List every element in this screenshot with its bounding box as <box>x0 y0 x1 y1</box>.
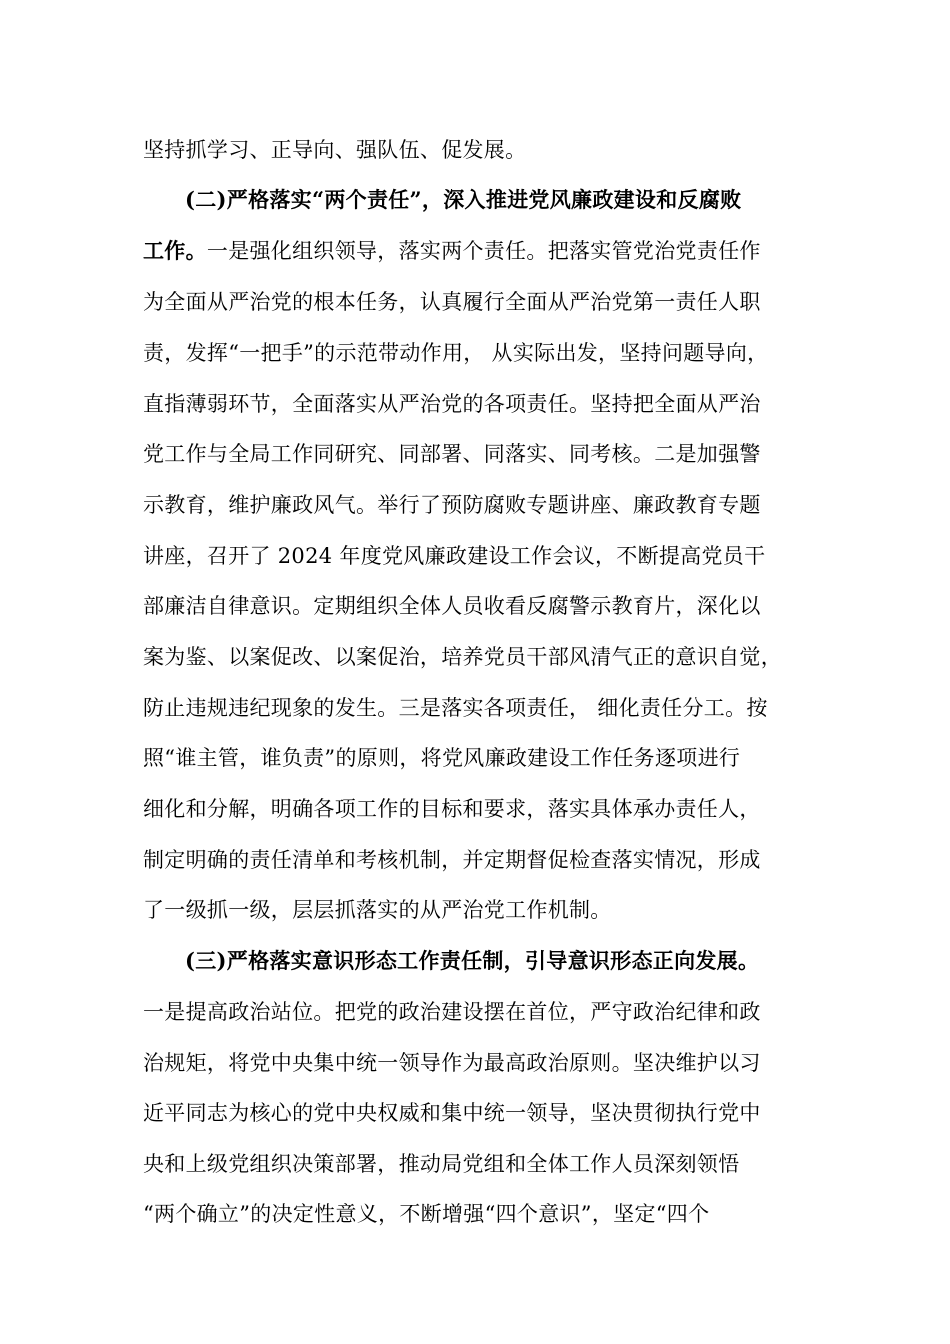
text-segment: 讲座，召开了 2024 年度党风廉政建设工作会议，不断提高党员干 <box>143 544 766 568</box>
text-segment: 示教育，维护廉政风气。举行了预防腐败专题讲座、廉政教育专题 <box>143 493 761 517</box>
text-line <box>143 998 823 1026</box>
text-segment: 了一级抓一级，层层抓落实的从严治党工作机制。 <box>143 898 612 922</box>
text-line <box>143 846 823 874</box>
text-segment: “两个确立”的决定性意义，不断增强“四个意识”，坚定“四个 <box>143 1202 710 1226</box>
text-segment: 一是强化组织领导，落实两个责任。把落实管党治党责任作 <box>206 239 761 263</box>
text-line <box>143 795 823 823</box>
text-segment: 责，发挥“一把手”的示范带动作用， 从实际出发，坚持问题导向， <box>143 341 769 365</box>
text-line <box>143 694 823 722</box>
text-line <box>143 288 823 316</box>
text-segment: 为全面从严治党的根本任务，认真履行全面从严治党第一责任人职 <box>143 290 761 314</box>
text-segment: 坚持抓学习、正导向、强队伍、促发展。 <box>143 138 527 162</box>
text-line <box>143 390 823 418</box>
text-segment: 直指薄弱环节，全面落实从严治党的各项责任。坚持把全面从严治 <box>143 392 761 416</box>
text-segment: 照“谁主管，谁负责”的原则，将党风廉政建设工作任务逐项进行 <box>143 746 741 770</box>
section-heading-3 <box>185 947 825 975</box>
text-segment: 案为鉴、以案促改、以案促治，培养党员干部风清气正的意识自觉， <box>143 645 782 669</box>
heading-text-continued: 工作。 <box>143 238 207 263</box>
text-line <box>143 440 823 468</box>
text-segment: 近平同志为核心的党中央权威和集中统一领导，坚决贯彻执行党中 <box>143 1101 761 1125</box>
text-segment: 部廉洁自律意识。定期组织全体人员收看反腐警示教育片，深化以 <box>143 594 761 618</box>
text-line <box>143 896 823 924</box>
text-segment: 治规矩，将党中央集中统一领导作为最高政治原则。坚决维护以习 <box>143 1051 761 1075</box>
text-segment: 一是提高政治站位。把党的政治建设摆在首位，严守政治纪律和政 <box>143 1000 761 1024</box>
text-line <box>143 1049 823 1077</box>
text-line <box>143 237 823 265</box>
text-line <box>143 1099 823 1127</box>
heading-text: (二)严格落实“两个责任”，深入推进党风廉政建设和反腐败 <box>185 187 742 212</box>
text-segment: 党工作与全局工作同研究、同部署、同落实、同考核。二是加强警 <box>143 442 761 466</box>
heading-text: (三)严格落实意识形态工作责任制，引导意识形态正向发展。 <box>185 948 760 973</box>
text-line <box>143 1150 823 1178</box>
text-line <box>143 1200 823 1228</box>
text-line <box>143 339 823 367</box>
text-segment: 制定明确的责任清单和考核机制，并定期督促检查落实情况，形成 <box>143 848 761 872</box>
text-segment: 细化和分解，明确各项工作的目标和要求，落实具体承办责任人， <box>143 797 761 821</box>
text-segment: 防止违规违纪现象的发生。三是落实各项责任， 细化责任分工。按 <box>143 696 768 720</box>
section-heading-2 <box>185 186 825 214</box>
text-segment: 央和上级党组织决策部署，推动局党组和全体工作人员深刻领悟 <box>143 1152 740 1176</box>
text-line <box>143 643 823 671</box>
text-line <box>143 542 823 570</box>
text-line <box>143 136 823 164</box>
text-line <box>143 744 823 772</box>
text-line <box>143 592 823 620</box>
text-line <box>143 491 823 519</box>
